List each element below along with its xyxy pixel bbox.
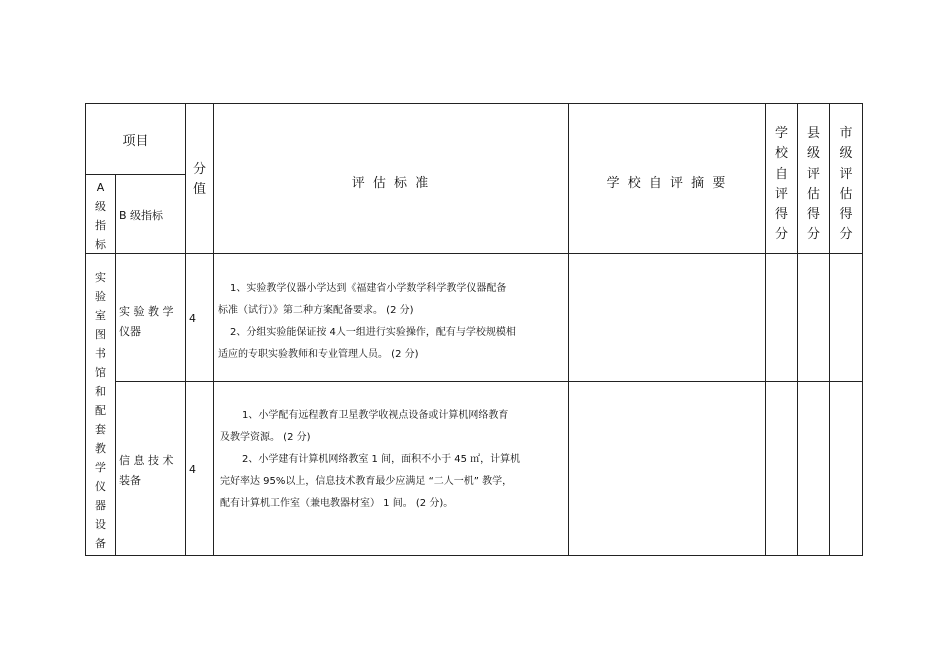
a-level-char: 级 (95, 200, 106, 214)
county-score-char: 县 (806, 126, 820, 141)
city-score-char: 分 (839, 227, 853, 243)
school-score-char: 校 (774, 146, 788, 162)
header-bottom-border (85, 253, 863, 254)
criteria-line: 适应的专职实验教师和专业管理人员。 (2 分) (218, 349, 419, 360)
a-item-char: 书 (95, 346, 106, 360)
school-score-char: 自 (774, 166, 788, 182)
criteria-line: 1、实验教学仪器小学达到《福建省小学数学科学教学仪器配备 (230, 283, 507, 294)
a-item-char: 教 (95, 441, 106, 455)
criteria-line: 2、分组实验能保证按 4人一组进行实验操作，配有与学校规模相 (230, 327, 516, 338)
city-score-char: 估 (839, 186, 853, 202)
a-item-char: 图 (95, 327, 106, 341)
county-score-char: 分 (806, 227, 820, 243)
criteria-line: 配有计算机工作室（兼电教器材室） 1 间。 (2 分)。 (220, 498, 454, 509)
row-1-score: 4 (189, 312, 196, 325)
a-item-char: 室 (95, 308, 106, 322)
score-value-char: 分 (192, 162, 206, 177)
county-score-char: 评 (806, 166, 820, 182)
school-score-char: 分 (774, 227, 788, 243)
county-score-char: 级 (806, 146, 820, 162)
school-score-char: 评 (774, 186, 788, 202)
city-score-char: 级 (839, 146, 853, 162)
a-item-char: 学 (95, 460, 106, 474)
county-score-char: 得 (806, 207, 820, 223)
header-school-score (766, 127, 797, 243)
header-score-value (186, 163, 213, 198)
a-b-divider (115, 174, 116, 556)
b-item-line: 装备 (119, 474, 141, 487)
score-criteria-divider (213, 103, 214, 556)
row-2-criteria (220, 405, 566, 515)
a-item-char: 和 (95, 384, 106, 398)
header-a-level (86, 182, 115, 251)
city-score-char: 得 (839, 207, 853, 223)
row-divider (115, 381, 863, 382)
a-level-char: 标 (95, 238, 106, 252)
criteria-line: 1、小学配有远程教育卫星教学收视点设备或计算机网络教育 (242, 410, 509, 421)
a-item-char: 备 (95, 536, 106, 550)
table-bottom-border (85, 555, 863, 556)
header-self-summary: 学 校 自 评 摘 要 (606, 176, 728, 191)
table-right-border (862, 103, 863, 556)
school-score-char: 得 (774, 207, 788, 223)
row-2-score: 4 (189, 463, 196, 476)
table-top-border (85, 103, 863, 104)
a-item-char: 设 (95, 517, 106, 531)
header-b-level: B 级指标 (119, 209, 164, 222)
a-item-char: 实 (95, 271, 106, 284)
row-1-criteria (218, 278, 566, 366)
header-county-score (798, 127, 829, 243)
row-1-b-item (119, 302, 185, 342)
criteria-line: 标准（试行）》第二种方案配备要求。 (2 分) (218, 305, 414, 316)
city-score-char: 评 (839, 166, 853, 182)
a-item-char: 验 (95, 289, 106, 303)
criteria-summary-divider (568, 103, 569, 556)
a-item-char: 套 (95, 422, 106, 436)
header-criteria: 评 估 标 准 (351, 176, 431, 191)
header-city-score (830, 127, 862, 243)
criteria-line: 完好率达 95%以上，信息技术教育最少应满足 “二人一机” 教学， (220, 476, 513, 487)
a-item-char: 仪 (95, 479, 106, 493)
header-project-divider (85, 174, 185, 175)
a-item-char: 器 (95, 498, 106, 512)
score-value-char: 值 (192, 182, 206, 198)
a-item-char: 配 (95, 403, 106, 417)
criteria-line: 2、小学建有计算机网络教室 1 间，面积不小于 45 ㎡，计算机 (242, 454, 521, 465)
a-level-item (86, 272, 115, 550)
criteria-line: 及教学资源。 (2 分) (220, 432, 311, 443)
row-2-b-item (119, 451, 185, 491)
school-score-char: 学 (774, 126, 788, 141)
b-item-line: 信 息 技 术 (119, 454, 174, 467)
b-item-line: 仪器 (119, 325, 141, 338)
city-score-char: 市 (839, 126, 853, 141)
a-level-char: A (96, 181, 105, 194)
a-level-char: 指 (95, 219, 106, 233)
b-item-line: 实 验 教 学 (119, 305, 174, 318)
a-item-char: 馆 (95, 365, 106, 379)
header-project: 项目 (122, 134, 149, 149)
county-score-char: 估 (806, 186, 820, 202)
